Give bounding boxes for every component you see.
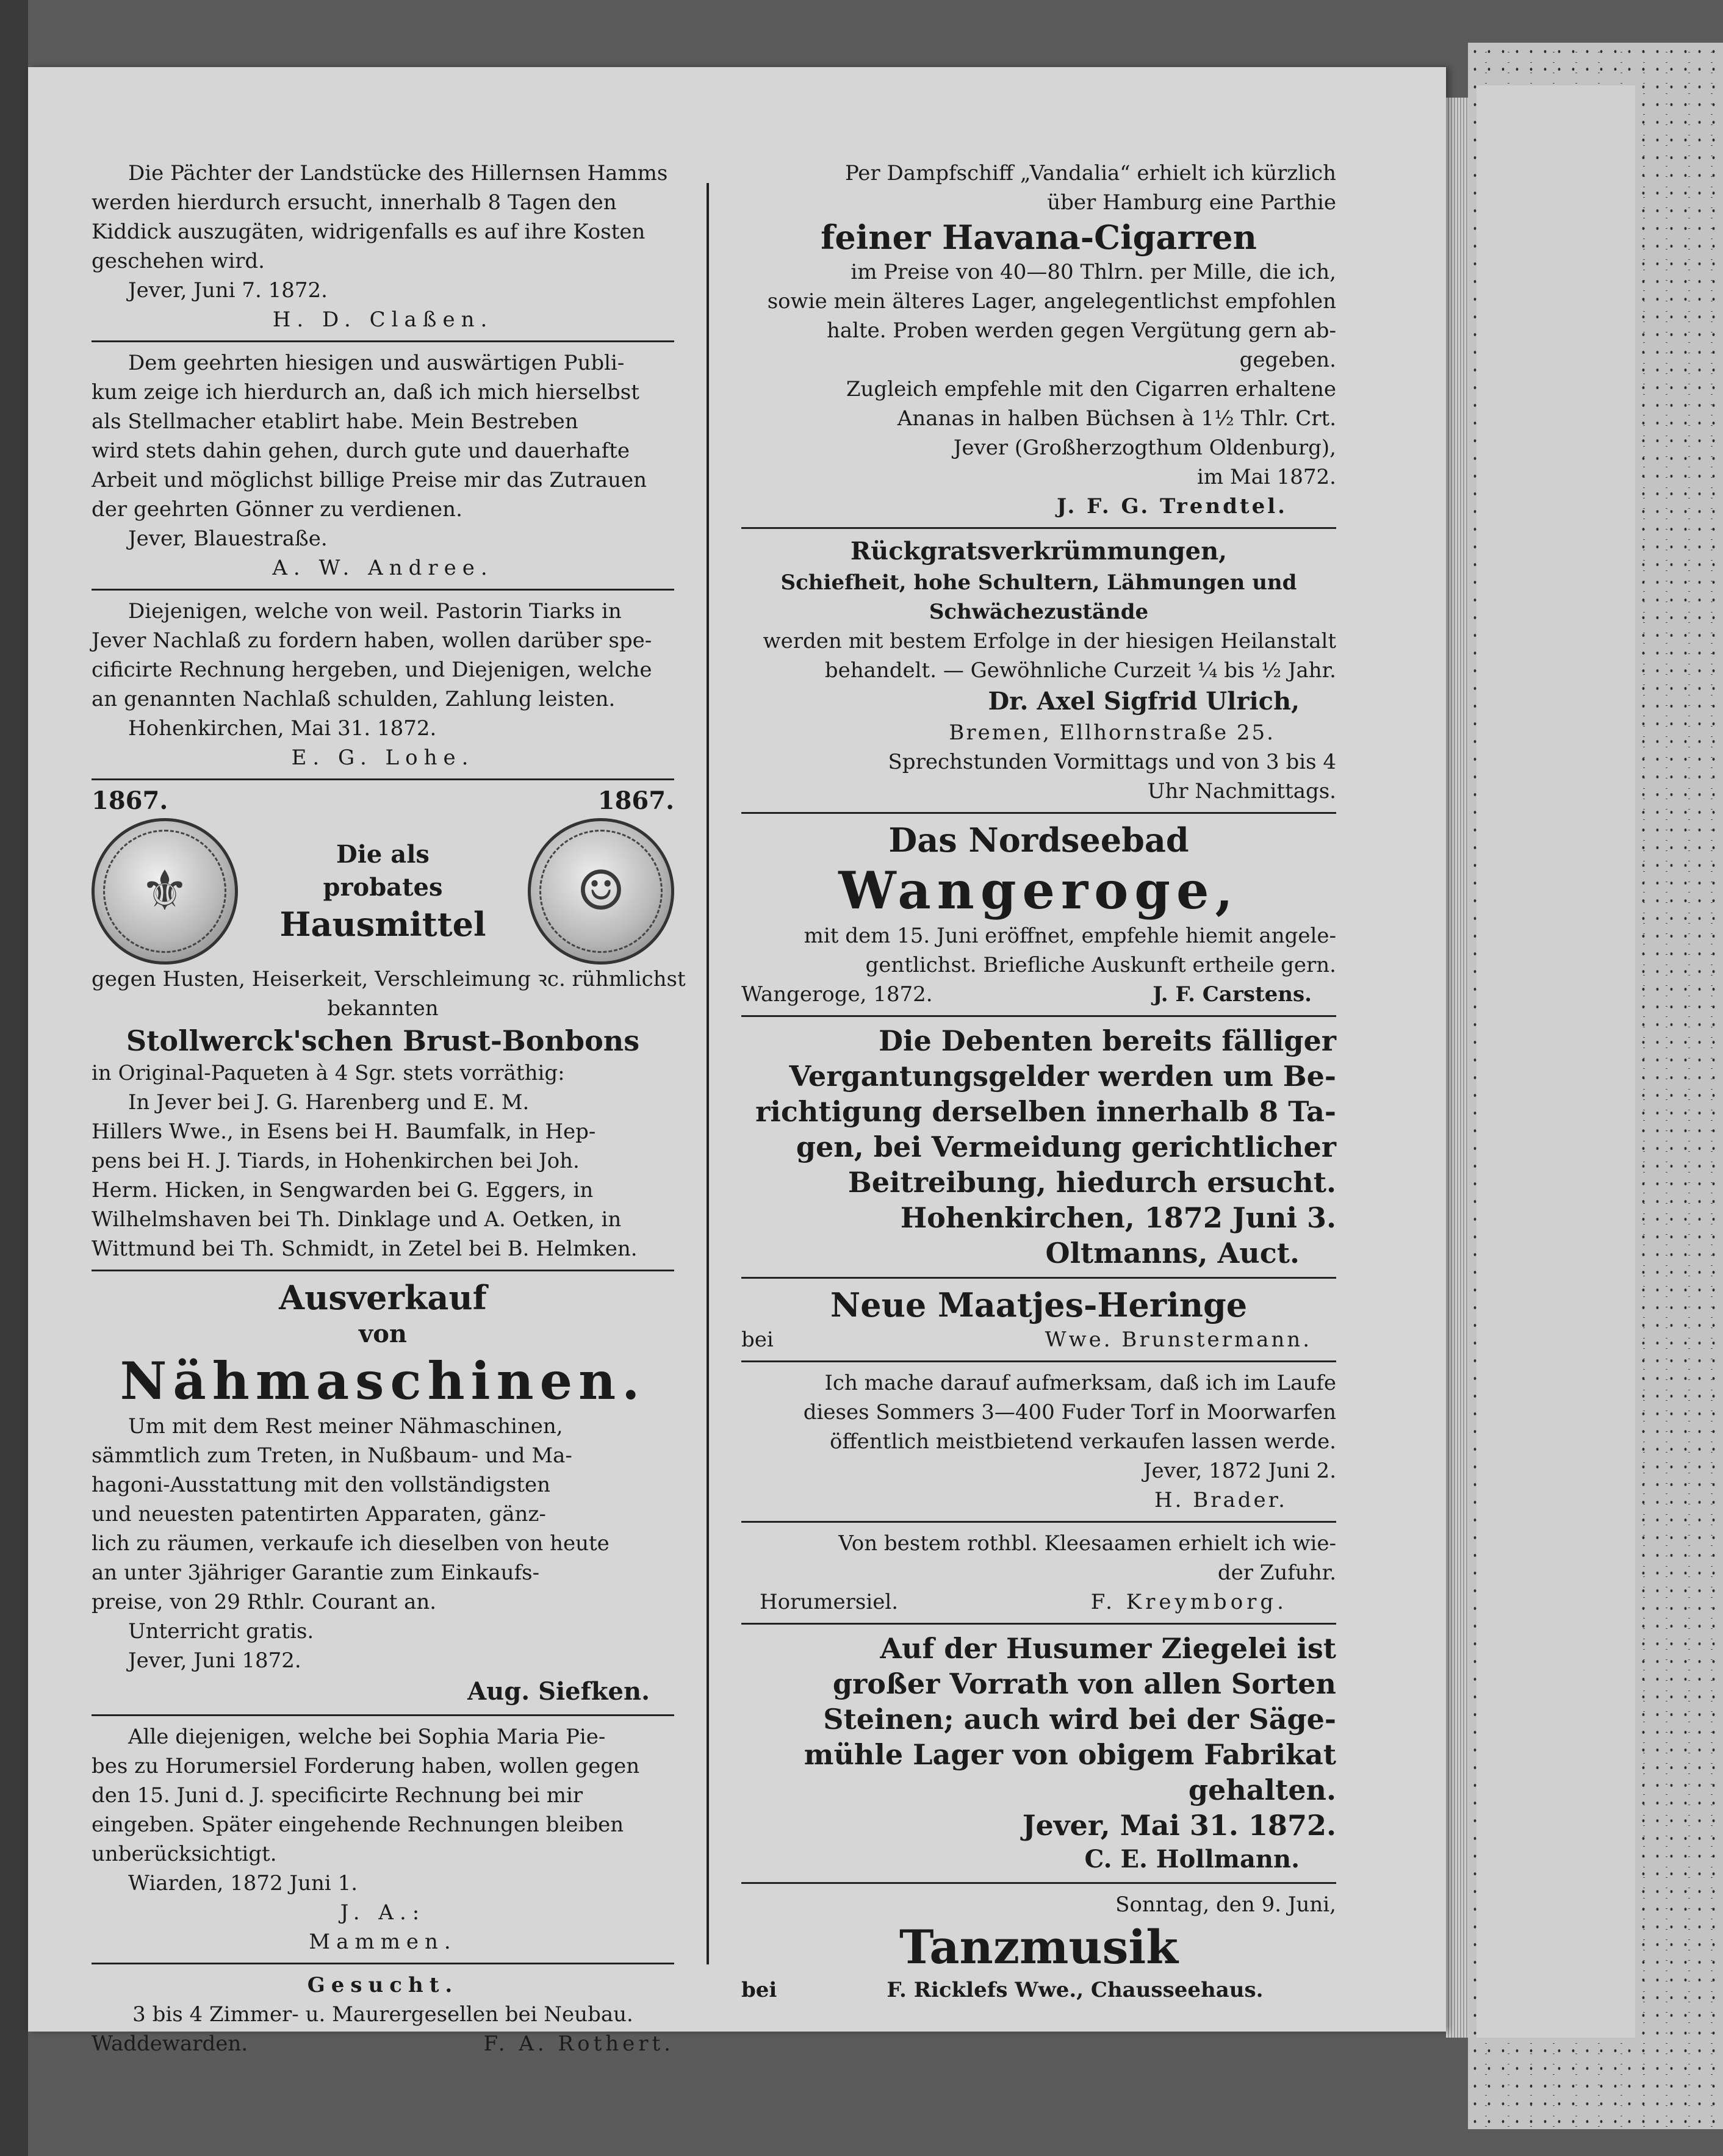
text-line: Steinen; auch wird bei der Säge- <box>823 1703 1336 1736</box>
bei-signature-row <box>741 1325 1336 1354</box>
divider <box>741 527 1336 529</box>
text-line: im Preise von 40—80 Thlrn. per Mille, die ich, <box>851 260 1336 284</box>
ad-spinal-clinic <box>741 535 1336 806</box>
text-line: Arbeit und möglichst billige Preise mir das Zutrauen <box>92 468 647 492</box>
divider <box>741 1277 1336 1279</box>
ad-tiarks-estate <box>92 597 674 772</box>
place-date: Jever, Blauestraße. <box>128 526 328 551</box>
signature: Oltmanns, Auct. <box>1045 1237 1300 1270</box>
text-line: lich zu räumen, verkaufe ich dieselben von heute <box>92 1531 610 1556</box>
ad-debenten <box>741 1023 1336 1271</box>
signature: Aug. Siefken. <box>467 1677 650 1706</box>
place-headline: Wangeroge, <box>838 860 1239 921</box>
divider <box>741 1015 1336 1017</box>
exposition-medal-icon <box>92 818 238 965</box>
text-line: richtigung derselben innerhalb 8 Ta- <box>755 1095 1336 1128</box>
medal-emblem-icon: ⚜ <box>140 859 190 923</box>
divider <box>741 1882 1336 1884</box>
ad-stellmacher <box>92 348 674 583</box>
medal-portrait-icon: ☺ <box>576 859 626 923</box>
text-line: gentlichst. Briefliche Auskunft ertheile gern. <box>865 953 1336 977</box>
date: im Mai 1872. <box>1196 465 1336 489</box>
place-signature-row <box>92 2029 674 2058</box>
text-line: bekannten <box>327 996 439 1021</box>
text-line: geschehen wird. <box>92 249 265 273</box>
remedy-heading <box>279 838 486 944</box>
place-signature-row <box>741 1587 1336 1617</box>
text-line: wird stets dahin gehen, durch gute und dauerhafte <box>92 439 630 463</box>
signature: E. G. Lohe. <box>291 746 475 770</box>
ad-hamms-tenants <box>92 159 674 334</box>
text-line: Ananas in halben Büchsen à 1½ Thlr. Crt. <box>897 406 1336 431</box>
place-date: Jever, Juni 1872. <box>128 1648 301 1673</box>
text-line: bes zu Horumersiel Forderung haben, wollen gegen <box>92 1754 640 1778</box>
signature: C. E. Hollmann. <box>1084 1845 1300 1874</box>
text-line: und neuesten patentirten Apparaten, gänz- <box>92 1502 546 1526</box>
text-line: werden hierdurch ersucht, innerhalb 8 Tagen den <box>92 190 617 215</box>
signature: F. Kreymborg. <box>1090 1590 1287 1614</box>
medal-years <box>92 786 674 816</box>
place-date: Jever, Mai 31. 1872. <box>1022 1809 1336 1842</box>
ad-headline: feiner Havana-Cigarren <box>821 218 1257 257</box>
ad-title: Gesucht. <box>307 1973 459 1997</box>
ad-brickworks <box>741 1631 1336 1876</box>
signature: Wwe. Brunstermann. <box>1045 1328 1312 1352</box>
book-endpaper <box>1477 85 1635 2038</box>
divider <box>741 1623 1336 1625</box>
divider <box>741 812 1336 814</box>
ad-sewing-machines <box>92 1277 674 1708</box>
signature: A. W. Andree. <box>272 556 494 580</box>
text-line: an genannten Nachlaß schulden, Zahlung leisten. <box>92 687 616 711</box>
signature: J. F. G. Trendtel. <box>1057 494 1287 519</box>
year-left: 1867. <box>92 786 168 815</box>
text-line: werden mit bestem Erfolge in der hiesigen Heilanstalt <box>763 629 1336 653</box>
text-line: öffentlich meistbietend verkaufen lassen werde. <box>830 1429 1336 1454</box>
text-line: Wilhelmshaven bei Th. Dinklage und A. Oetken, in <box>92 1207 622 1232</box>
column-divider <box>707 183 709 1964</box>
ad-dance-music <box>741 1890 1336 2005</box>
divider <box>741 1521 1336 1523</box>
right-column <box>741 159 1336 2005</box>
text-line: Diejenigen, welche von weil. Pastorin Tiarks in <box>128 599 622 623</box>
bei-label: bei <box>741 1328 774 1352</box>
divider <box>92 1270 674 1271</box>
text-line: Beitreibung, hiedurch ersucht. <box>847 1166 1336 1199</box>
text-line: Auf der Husumer Ziegelei ist <box>880 1632 1336 1665</box>
text-line: der geehrten Gönner zu verdienen. <box>92 497 462 522</box>
ad-headline: Tanzmusik <box>899 1920 1178 1974</box>
text-line: sämmtlich zum Treten, in Nußbaum- und Ma- <box>92 1443 572 1468</box>
book-gutter-edge <box>0 0 28 2156</box>
text-line: an unter 3jähriger Garantie zum Einkaufs- <box>92 1561 540 1585</box>
text-line: Die Debenten bereits fälliger <box>879 1024 1336 1057</box>
text-line: mühle Lager von obigem Fabrikat <box>804 1738 1336 1771</box>
ad-peat-auction <box>741 1368 1336 1515</box>
ad-piebes-claims <box>92 1722 674 1957</box>
text-line: gehalten. <box>1188 1773 1336 1806</box>
place: Jever (Großherzogthum Oldenburg), <box>953 436 1336 460</box>
ad-maatjes-herring <box>741 1285 1336 1354</box>
place: Waddewarden. <box>92 2032 248 2056</box>
text-line: Vergantungsgelder werden um Be- <box>789 1060 1336 1093</box>
text-line: Per Dampfschiff „Vandalia“ erhielt ich kürzlich <box>844 161 1336 185</box>
text-line: Die Pächter der Landstücke des Hillernsen Hamms <box>128 161 668 185</box>
address: Bremen, Ellhornstraße 25. <box>949 720 1275 745</box>
page-stack-edges <box>1446 98 1468 2038</box>
text-line: gegen Husten, Heiserkeit, Verschleimung ꝛc. rühmlichst <box>92 967 686 991</box>
text-line: der Zufuhr. <box>1217 1561 1336 1585</box>
heading-line: Die als <box>336 840 430 869</box>
place-signature-row <box>741 980 1336 1009</box>
text-line: Um mit dem Rest meiner Nähmaschinen, <box>128 1414 563 1439</box>
doctor-name: Dr. Axel Sigfrid Ulrich, <box>988 687 1300 716</box>
text-line: kum zeige ich hierdurch an, daß ich mich hierselbst <box>92 380 639 404</box>
text-line: Dem geehrten hiesigen und auswärtigen Publi- <box>128 351 625 375</box>
text-line: preise, von 29 Rthlr. Courant an. <box>92 1590 437 1614</box>
ad-headline: Rückgratsverkrümmungen, <box>850 537 1228 566</box>
ad-havana-cigars <box>741 159 1336 521</box>
subheading: Schiefheit, hohe Schultern, Lähmungen und <box>780 570 1297 595</box>
signature: H. D. Claßen. <box>272 307 494 332</box>
ad-title: Ausverkauf <box>279 1278 487 1317</box>
ad-gesucht <box>92 1971 674 2058</box>
text-line: 3 bis 4 Zimmer- u. Maurergesellen bei Neubau. <box>132 2002 633 2027</box>
signature: J. F. Carstens. <box>1153 982 1312 1007</box>
text-line: Hillers Wwe., in Esens bei H. Baumfalk, in Hep- <box>92 1119 596 1144</box>
bei-signature-row <box>741 1975 1336 2005</box>
ad-subject: Nähmaschinen. <box>120 1351 646 1411</box>
divider <box>92 778 674 780</box>
text-line: gegeben. <box>1239 348 1336 372</box>
place: Horumersiel. <box>760 1590 899 1614</box>
text-line: großer Vorrath von allen Sorten <box>832 1667 1336 1700</box>
napoleon-medal-icon <box>528 818 674 965</box>
text-line: Ich mache darauf aufmerksam, daß ich im Laufe <box>824 1371 1336 1395</box>
text-line: Von bestem rothbl. Kleesaamen erhielt ich wie- <box>838 1531 1336 1556</box>
text-line: Jever Nachlaß zu fordern haben, wollen darüber spe- <box>92 628 652 653</box>
text-line: cificirte Rechnung hergeben, und Diejenigen, welche <box>92 658 652 682</box>
text-line: Alle diejenigen, welche bei Sophia Maria Pie- <box>128 1725 606 1749</box>
place-date: Hohenkirchen, 1872 Juni 3. <box>900 1201 1336 1234</box>
left-column <box>92 159 686 2058</box>
medal-ring <box>103 830 226 953</box>
signature: Mammen. <box>309 1930 457 1954</box>
ad-clover-seed <box>741 1529 1336 1617</box>
text-line: dieses Sommers 3—400 Fuder Torf in Moorwarfen <box>803 1400 1336 1425</box>
text-line: den 15. Juni d. J. specificirte Rechnung bei mir <box>92 1783 583 1808</box>
place-date: Jever, 1872 Juni 2. <box>1143 1459 1336 1483</box>
text-line: hagoni-Ausstattung mit den vollständigsten <box>92 1473 551 1497</box>
divider <box>92 589 674 591</box>
text-line: In Jever bei J. G. Harenberg und E. M. <box>128 1090 530 1115</box>
divider <box>741 1360 1336 1362</box>
heading-line: Hausmittel <box>279 905 486 944</box>
signature: F. Ricklefs Wwe., Chausseehaus. <box>887 1978 1264 2002</box>
text-line: gen, bei Vermeidung gerichtlicher <box>796 1130 1336 1163</box>
text-line: Wittmund bei Th. Schmidt, in Zetel bei B. Helmken. <box>92 1237 638 1261</box>
signature: H. Brader. <box>1154 1488 1287 1512</box>
text-line: Uhr Nachmittags. <box>1147 779 1336 803</box>
ad-wangeroge-spa <box>741 820 1336 1009</box>
year-right: 1867. <box>597 786 674 815</box>
text-line: Unterricht gratis. <box>128 1619 314 1644</box>
product-name: Stollwerck'schen Brust-Bonbons <box>126 1024 640 1057</box>
text-line: Zugleich empfehle mit den Cigarren erhaltene <box>846 377 1336 401</box>
text-line: halte. Proben werden gegen Vergütung gern ab- <box>826 318 1336 343</box>
signature: F. A. Rothert. <box>483 2032 674 2056</box>
text-line: Kiddick auszugäten, widrigenfalls es auf ihre Kosten <box>92 220 646 244</box>
medal-ring <box>539 830 663 953</box>
medal-row <box>92 818 674 965</box>
text-line: als Stellmacher etablirt habe. Mein Bestreben <box>92 409 578 434</box>
text-line: in Original-Paqueten à 4 Sgr. stets vorräthig: <box>92 1061 565 1085</box>
ad-headline: Das Nordseebad <box>888 821 1189 860</box>
subheading: Schwächezustände <box>929 600 1149 624</box>
divider <box>92 1714 674 1716</box>
date: Sonntag, den 9. Juni, <box>1115 1892 1336 1917</box>
text-line: mit dem 15. Juni eröffnet, empfehle hiemit angele- <box>804 924 1336 948</box>
signature: J. A.: <box>340 1900 426 1925</box>
ad-stollwerck <box>92 786 686 1263</box>
place-date: Wiarden, 1872 Juni 1. <box>128 1871 358 1895</box>
place-date: Wangeroge, 1872. <box>741 982 933 1007</box>
ad-headline: Neue Maatjes-Heringe <box>830 1285 1248 1324</box>
text-line: unberücksichtigt. <box>92 1842 277 1866</box>
text-line: sowie mein älteres Lager, angelegentlichst empfohlen <box>767 289 1336 314</box>
text-line: über Hamburg eine Parthie <box>1047 190 1336 215</box>
divider <box>92 340 674 342</box>
bei-label: bei <box>741 1978 777 2002</box>
heading-line: probates <box>323 873 443 902</box>
ad-title-connector: von <box>358 1320 407 1348</box>
place-date: Hohenkirchen, Mai 31. 1872. <box>128 716 437 741</box>
text-line: Herm. Hicken, in Sengwarden bei G. Eggers, in <box>92 1178 594 1202</box>
text-line: behandelt. — Gewöhnliche Curzeit ¼ bis ½ Jahr. <box>824 658 1336 683</box>
divider <box>92 1963 674 1964</box>
text-line: Sprechstunden Vormittags und von 3 bis 4 <box>888 750 1336 774</box>
text-line: eingeben. Später eingehende Rechnungen bleiben <box>92 1813 624 1837</box>
text-line: pens bei H. J. Tiards, in Hohenkirchen bei Joh. <box>92 1149 580 1173</box>
place-date: Jever, Juni 7. 1872. <box>128 278 328 303</box>
